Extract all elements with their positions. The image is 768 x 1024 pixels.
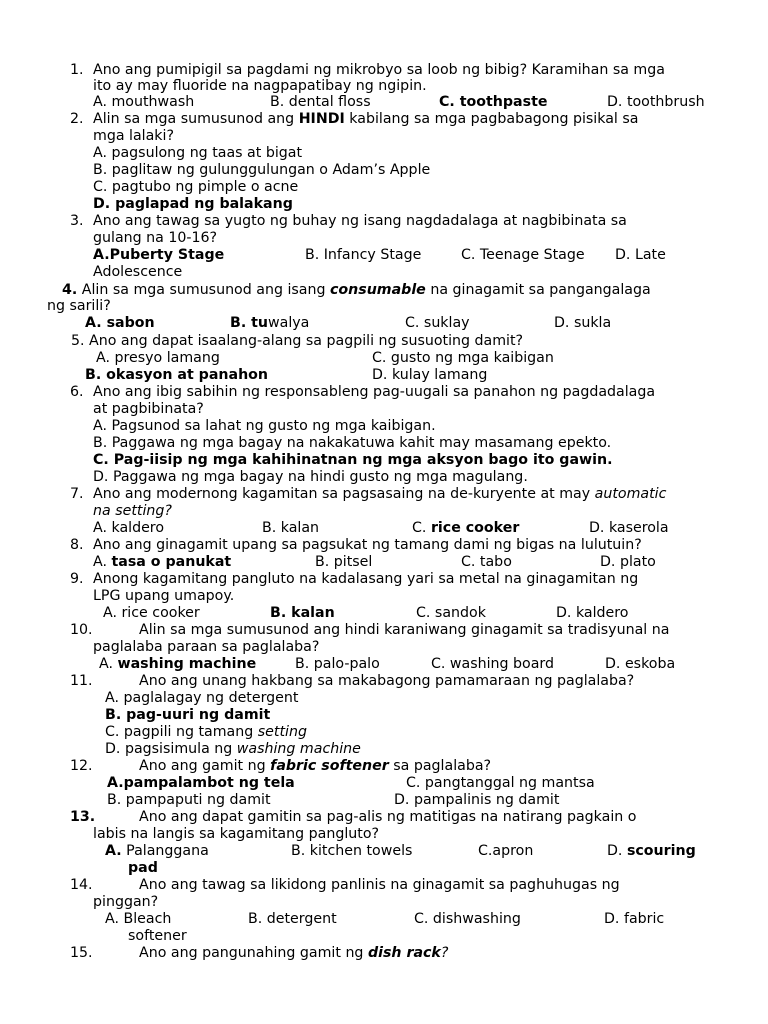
q7-number: 7.	[70, 486, 84, 502]
q13-choice-d-cont: pad	[128, 860, 158, 876]
q12-choice-a: A.pampalambot ng tela	[107, 775, 295, 791]
q3-text: Ano ang tawag sa yugto ng buhay ng isang nagdadalaga at nagbibinata sa	[93, 213, 627, 229]
q9-choice-c: C. sandok	[416, 605, 486, 621]
q6-number: 6.	[70, 384, 84, 400]
q13-number: 13.	[70, 809, 96, 825]
q11-choice-a: A. paglalagay ng detergent	[105, 690, 299, 706]
q8-choice-c: C. tabo	[461, 554, 512, 570]
q1-choice-a: A. mouthwash	[93, 94, 195, 110]
q1-text-cont: ito ay may fluoride na nagpapatibay ng ngipin.	[93, 78, 427, 94]
q9-number: 9.	[70, 571, 84, 587]
q11-choice-c: C. pagpili ng tamang setting	[105, 724, 307, 740]
q4-choice-c: C. suklay	[405, 315, 470, 331]
q12-choice-b: B. pampaputi ng damit	[107, 792, 271, 808]
q13-choice-b: B. kitchen towels	[291, 843, 413, 859]
q7-text: Ano ang modernong kagamitan sa pagsasaing na de-kuryente at may automatic	[93, 486, 667, 502]
q11-choice-b: B. pag-uuri ng damit	[105, 707, 271, 723]
q10-text-cont: paglalaba paraan sa paglalaba?	[93, 639, 320, 655]
q10-choice-d: D. eskoba	[605, 656, 676, 672]
q5-choice-b: B. okasyon at panahon	[85, 367, 269, 383]
q2-number: 2.	[70, 111, 84, 127]
q14-text: Ano ang tawag sa likidong panlinis na ginagamit sa paghuhugas ng	[139, 877, 620, 893]
q9-text: Anong kagamitang pangluto na kadalasang yari sa metal na ginagamitan ng	[93, 571, 639, 587]
q5-choice-a: A. presyo lamang	[96, 350, 220, 366]
q8-text: Ano ang ginagamit upang sa pagsukat ng tamang dami ng bigas na lulutuin?	[93, 537, 642, 553]
q7-choice-a: A. kaldero	[93, 520, 165, 536]
q11-choice-d: D. pagsisimula ng washing machine	[105, 741, 361, 757]
q4-text: 4. Alin sa mga sumusunod ang isang consumable na ginagamit sa pangangalaga	[62, 282, 651, 298]
q13-text-cont: labis na langis sa kagamitang pangluto?	[93, 826, 380, 842]
q8-choice-d: D. plato	[600, 554, 656, 570]
q13-text: Ano ang dapat gamitin sa pag-alis ng matitigas na natirang pagkain o	[139, 809, 637, 825]
q3-choice-d-cont: Adolescence	[93, 264, 183, 280]
q3-choice-d: D. Late	[615, 247, 666, 263]
q1-choice-c: C. toothpaste	[439, 94, 548, 110]
q14-choice-a: A. Bleach	[105, 911, 172, 927]
q14-choice-c: C. dishwashing	[414, 911, 521, 927]
q10-text: Alin sa mga sumusunod ang hindi karaniwang ginagamit sa tradisyunal na	[139, 622, 670, 638]
q2-choice-d: D. paglapad ng balakang	[93, 196, 293, 212]
q1-text: Ano ang pumipigil sa pagdami ng mikrobyo sa loob ng bibig? Karamihan sa mga	[93, 62, 665, 78]
q14-choice-d-cont: softener	[128, 928, 187, 944]
q13-choice-c: C.apron	[478, 843, 534, 859]
q6-choice-b: B. Paggawa ng mga bagay na nakakatuwa kahit may masamang epekto.	[93, 435, 612, 451]
q4-text-cont: ng sarili?	[47, 298, 111, 314]
q12-choice-d: D. pampalinis ng damit	[394, 792, 560, 808]
q14-choice-d: D. fabric	[604, 911, 665, 927]
q3-choice-b: B. Infancy Stage	[305, 247, 422, 263]
q3-choice-a: A.Puberty Stage	[93, 247, 225, 263]
q15-number: 15.	[70, 945, 93, 961]
q6-choice-c: C. Pag-iisip ng mga kahihinatnan ng mga aksyon bago ito gawin.	[93, 452, 613, 468]
q7-choice-b: B. kalan	[262, 520, 320, 536]
q4-choice-d: D. sukla	[554, 315, 612, 331]
q11-number: 11.	[70, 673, 93, 689]
q9-choice-d: D. kaldero	[556, 605, 629, 621]
q3-text-cont: gulang na 10-16?	[93, 230, 218, 246]
q12-number: 12.	[70, 758, 93, 774]
q3-choice-c: C. Teenage Stage	[461, 247, 585, 263]
q13-choice-a: A. Palanggana	[105, 843, 209, 859]
q6-choice-d: D. Paggawa ng mga bagay na hindi gusto ng mga magulang.	[93, 469, 528, 485]
q2-text-cont: mga lalaki?	[93, 128, 174, 144]
q1-choice-d: D. toothbrush	[607, 94, 705, 110]
q10-choice-a: A. washing machine	[99, 656, 257, 672]
q6-choice-a: A. Pagsunod sa lahat ng gusto ng mga kaibigan.	[93, 418, 436, 434]
q2-choice-b: B. paglitaw ng gulunggulungan o Adam’s Apple	[93, 162, 431, 178]
q11-text: Ano ang unang hakbang sa makabagong pamamaraan ng paglalaba?	[139, 673, 635, 689]
q14-number: 14.	[70, 877, 93, 893]
q6-text-cont: at pagbibinata?	[93, 401, 204, 417]
q1-choice-b: B. dental floss	[270, 94, 371, 110]
q4-choice-b: B. tuwalya	[230, 315, 310, 331]
q8-choice-b: B. pitsel	[315, 554, 373, 570]
q5-choice-d: D. kulay lamang	[372, 367, 488, 383]
q14-text-cont: pinggan?	[93, 894, 159, 910]
q5-text: 5. Ano ang dapat isaalang-alang sa pagpili ng susuoting damit?	[71, 333, 524, 349]
q10-choice-b: B. palo-palo	[295, 656, 380, 672]
q7-text-cont: na setting?	[93, 503, 172, 519]
q6-text: Ano ang ibig sabihin ng responsableng pag-uugali sa panahon ng pagdadalaga	[93, 384, 656, 400]
q8-choice-a: A. tasa o panukat	[93, 554, 232, 570]
q13-choice-d: D. scouring	[607, 843, 696, 859]
q8-number: 8.	[70, 537, 84, 553]
q9-choice-b: B. kalan	[270, 605, 335, 621]
q4-choice-a: A. sabon	[85, 315, 155, 331]
q1-number: 1.	[70, 62, 84, 78]
q7-choice-c: C. rice cooker	[412, 520, 520, 536]
q10-choice-c: C. washing board	[431, 656, 555, 672]
q12-choice-c: C. pangtanggal ng mantsa	[406, 775, 595, 791]
q2-choice-a: A. pagsulong ng taas at bigat	[93, 145, 303, 161]
q12-text: Ano ang gamit ng fabric softener sa paglalaba?	[139, 758, 492, 774]
q14-choice-b: B. detergent	[248, 911, 337, 927]
q9-text-cont: LPG upang umapoy.	[93, 588, 235, 604]
q9-choice-a: A. rice cooker	[103, 605, 200, 621]
q2-choice-c: C. pagtubo ng pimple o acne	[93, 179, 299, 195]
q3-number: 3.	[70, 213, 84, 229]
q5-choice-c: C. gusto ng mga kaibigan	[372, 350, 554, 366]
q10-number: 10.	[70, 622, 93, 638]
q15-text: Ano ang pangunahing gamit ng dish rack?	[139, 945, 449, 961]
q2-text: Alin sa mga sumusunod ang HINDI kabilang sa mga pagbabagong pisikal sa	[93, 111, 639, 127]
q7-choice-d: D. kaserola	[589, 520, 669, 536]
